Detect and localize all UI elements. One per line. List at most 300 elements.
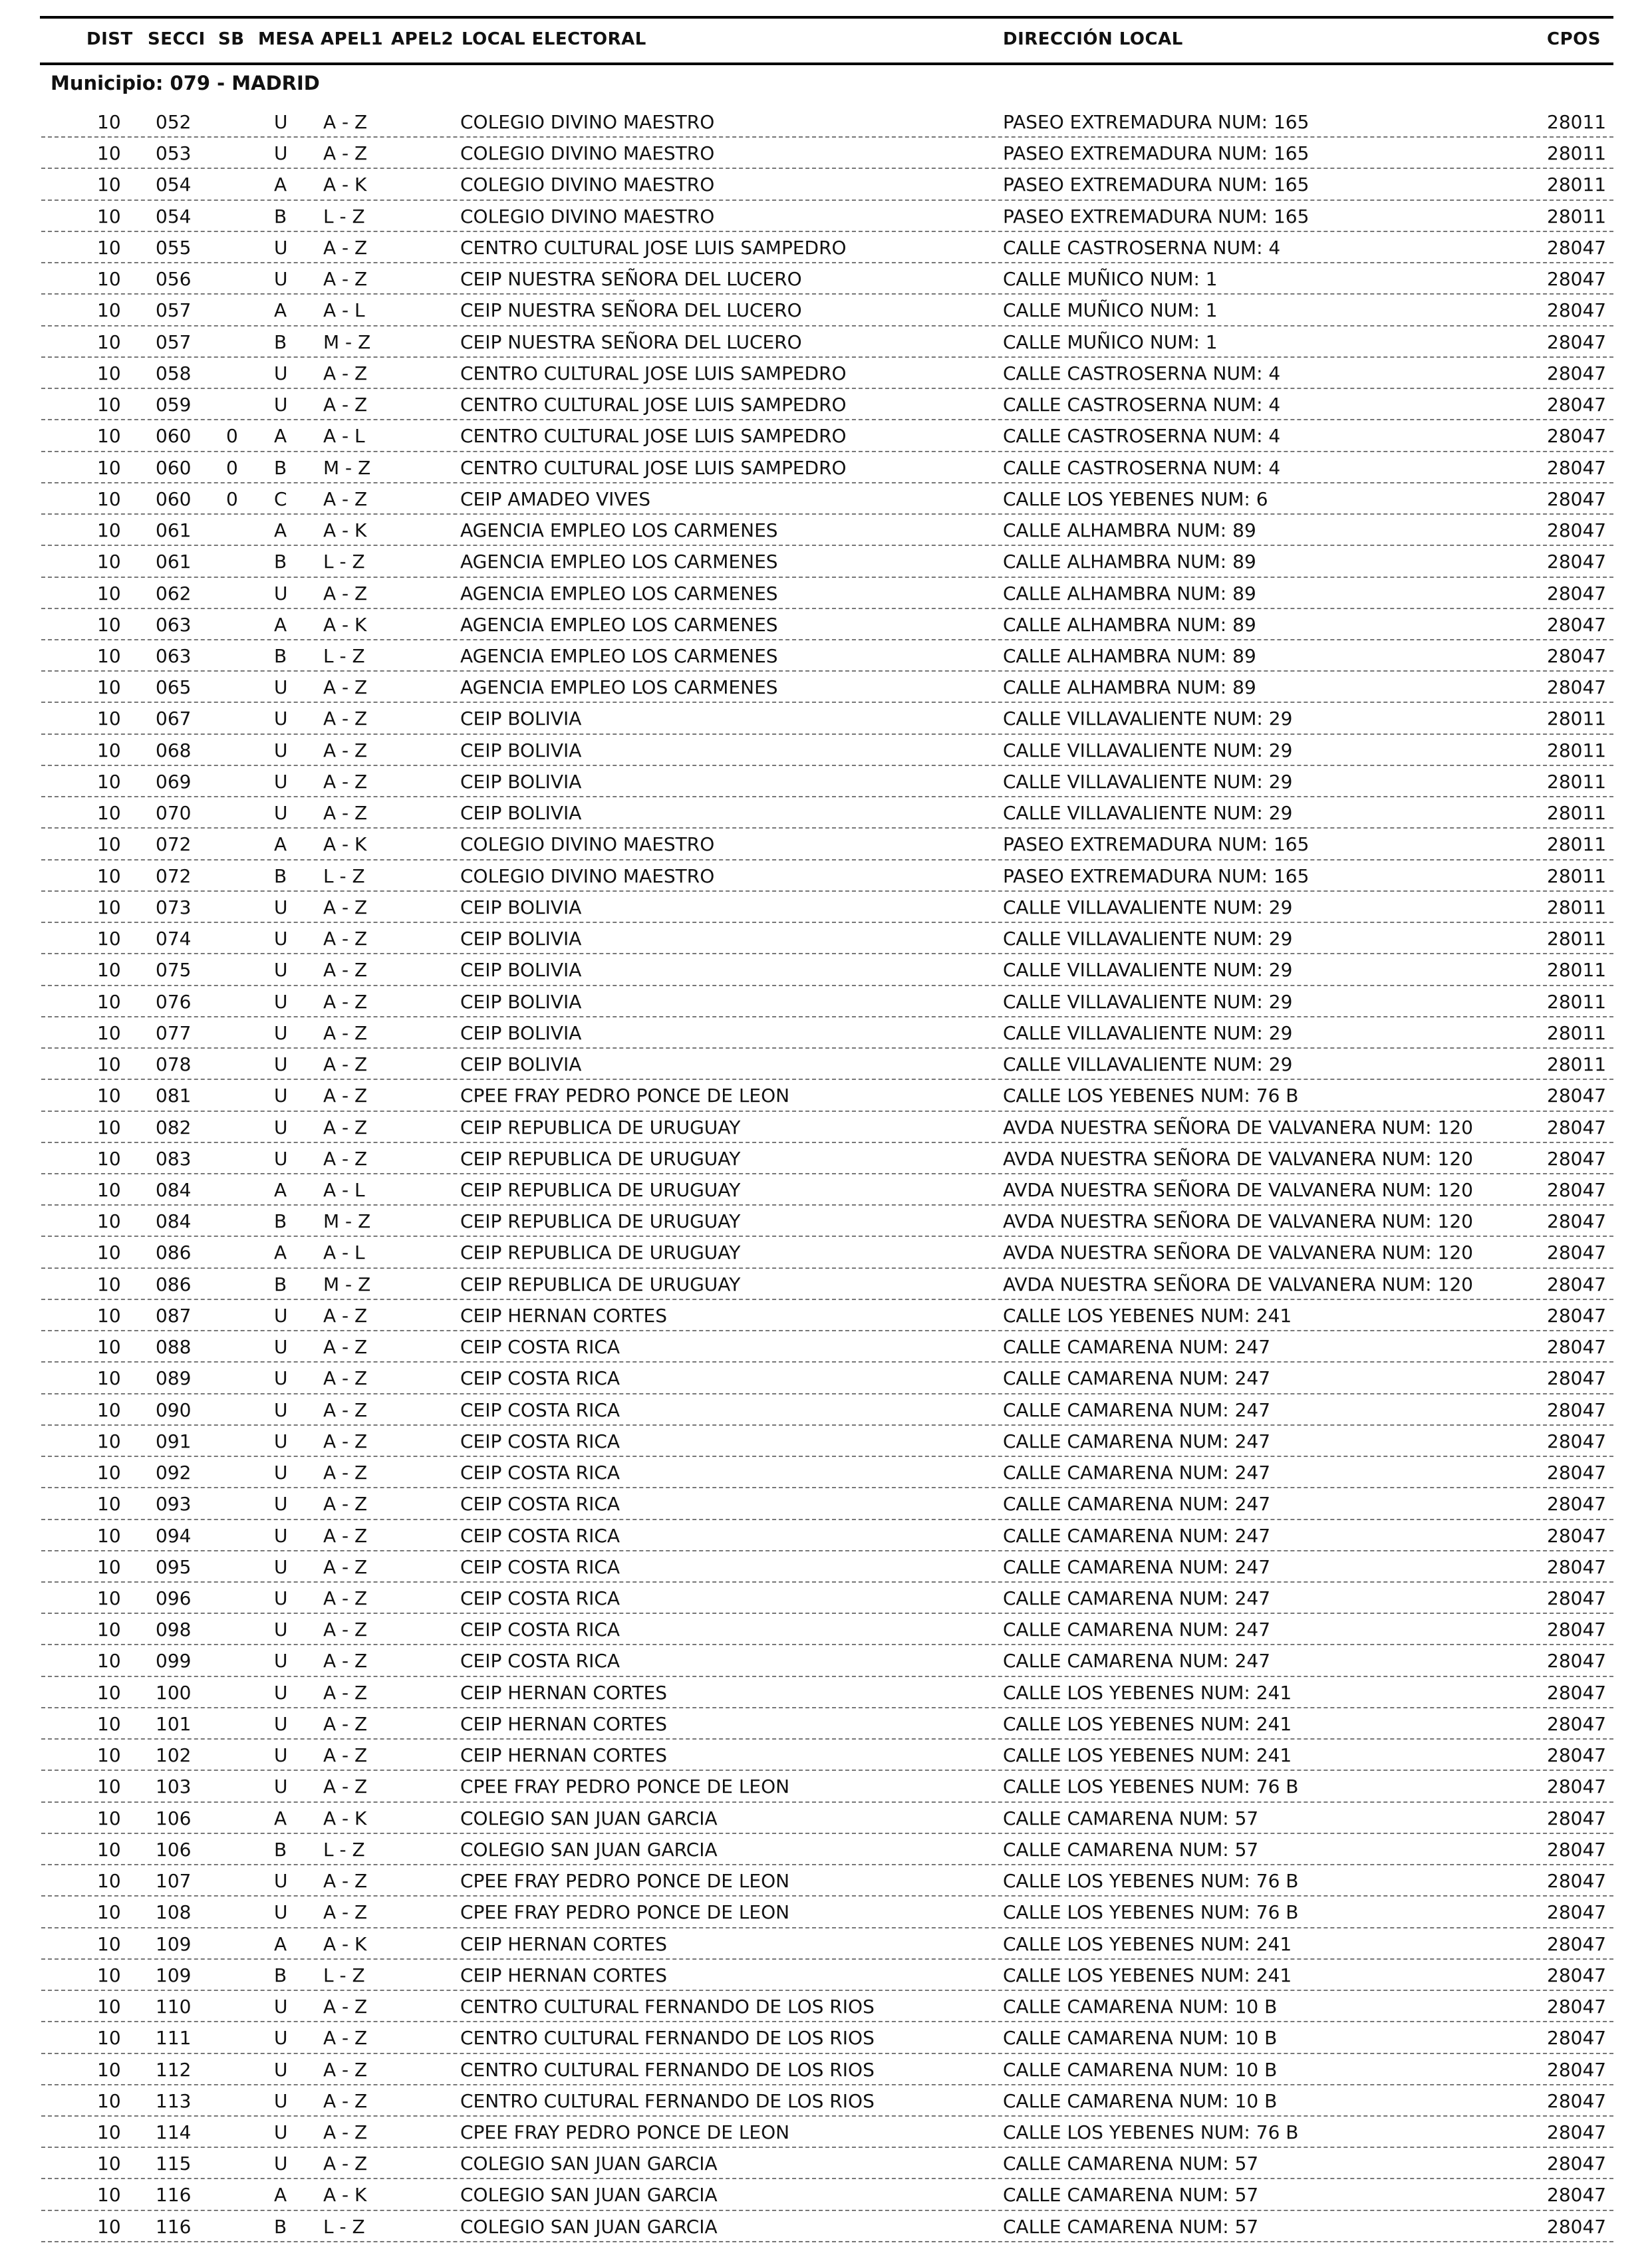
cell-local: CEIP BOLIVIA — [460, 802, 582, 825]
table-row — [41, 1614, 1613, 1645]
cell-secci: 094 — [156, 1524, 192, 1547]
cell-dist: 10 — [97, 1242, 121, 1264]
cell-local: CEIP BOLIVIA — [460, 708, 582, 730]
cell-apel1: A - Z — [323, 582, 368, 604]
cell-dir: CALLE LOS YEBENES NUM: 76 B — [1003, 1870, 1299, 1893]
cell-local: COLEGIO SAN JUAN GARCIA — [460, 2153, 718, 2175]
cell-local: AGENCIA EMPLEO LOS CARMENES — [460, 582, 778, 604]
cell-local: CEIP REPUBLICA DE URUGUAY — [460, 1178, 741, 1201]
cell-dir: CALLE VILLAVALIENTE NUM: 29 — [1003, 802, 1293, 825]
cell-local: CEIP COSTA RICA — [460, 1587, 620, 1610]
cell-secci: 082 — [156, 1116, 192, 1138]
cell-secci: 108 — [156, 1901, 192, 1924]
cell-local: CPEE FRAY PEDRO PONCE DE LEON — [460, 1776, 790, 1798]
cell-dir: CALLE MUÑICO NUM: 1 — [1003, 330, 1218, 353]
cell-mesa: U — [274, 2153, 288, 2175]
cell-dist: 10 — [97, 519, 121, 542]
cell-apel1: A - Z — [323, 1776, 368, 1798]
cell-cpos: 28047 — [1547, 1210, 1607, 1233]
cell-cpos: 28047 — [1547, 1367, 1607, 1390]
cell-dist: 10 — [97, 1147, 121, 1170]
cell-cpos: 28047 — [1547, 1273, 1607, 1295]
cell-cpos: 28047 — [1547, 1242, 1607, 1264]
cell-dist: 10 — [97, 1178, 121, 1201]
cell-local: COLEGIO DIVINO MAESTRO — [460, 833, 715, 856]
table-row — [41, 797, 1613, 829]
cell-dist: 10 — [97, 1304, 121, 1327]
cell-dist: 10 — [97, 456, 121, 479]
cell-mesa: U — [274, 1681, 288, 1704]
cell-local: COLEGIO DIVINO MAESTRO — [460, 864, 715, 887]
cell-dir: CALLE CAMARENA NUM: 57 — [1003, 2215, 1259, 2238]
cell-dir: CALLE CAMARENA NUM: 247 — [1003, 1619, 1271, 1641]
cell-secci: 099 — [156, 1650, 192, 1672]
cell-secci: 059 — [156, 394, 192, 416]
cell-local: CEIP COSTA RICA — [460, 1367, 620, 1390]
cell-secci: 096 — [156, 1587, 192, 1610]
cell-mesa: U — [274, 708, 288, 730]
cell-dir: CALLE ALHAMBRA NUM: 89 — [1003, 582, 1256, 604]
cell-apel1: A - Z — [323, 1555, 368, 1578]
cell-local: CEIP NUESTRA SEÑORA DEL LUCERO — [460, 268, 802, 291]
cell-apel1: A - Z — [323, 2027, 368, 2049]
cell-secci: 091 — [156, 1430, 192, 1452]
table-row — [41, 1488, 1613, 1519]
cell-cpos: 28011 — [1547, 770, 1607, 793]
table-row — [41, 483, 1613, 515]
cell-local: CEIP COSTA RICA — [460, 1462, 620, 1484]
cell-apel1: A - Z — [323, 1870, 368, 1893]
cell-cpos: 28047 — [1547, 1116, 1607, 1138]
cell-apel1: A - Z — [323, 2153, 368, 2175]
cell-secci: 060 — [156, 456, 192, 479]
table-row — [41, 232, 1613, 263]
cell-apel1: A - Z — [323, 990, 368, 1013]
cell-dir: CALLE ALHAMBRA NUM: 89 — [1003, 644, 1256, 667]
cell-cpos: 28047 — [1547, 582, 1607, 604]
cell-dir: CALLE ALHAMBRA NUM: 89 — [1003, 613, 1256, 636]
cell-local: CEIP HERNAN CORTES — [460, 1932, 668, 1955]
cell-dist: 10 — [97, 2058, 121, 2081]
cell-cpos: 28011 — [1547, 142, 1607, 165]
table-row — [41, 1457, 1613, 1488]
cell-cpos: 28047 — [1547, 1555, 1607, 1578]
cell-dir: CALLE CASTROSERNA NUM: 4 — [1003, 456, 1281, 479]
cell-mesa: U — [274, 268, 288, 291]
table-row — [41, 1080, 1613, 1111]
cell-secci: 102 — [156, 1744, 192, 1767]
table-row — [41, 263, 1613, 295]
cell-secci: 069 — [156, 770, 192, 793]
cell-dir: CALLE CAMARENA NUM: 247 — [1003, 1555, 1271, 1578]
cell-cpos: 28047 — [1547, 1587, 1607, 1610]
cell-dist: 10 — [97, 1398, 121, 1421]
cell-apel1: L - Z — [323, 1838, 365, 1861]
cell-dist: 10 — [97, 896, 121, 918]
table-row — [41, 169, 1613, 200]
cell-local: CEIP HERNAN CORTES — [460, 1304, 668, 1327]
cell-apel1: M - Z — [323, 1210, 371, 1233]
cell-secci: 086 — [156, 1273, 192, 1295]
table-row — [41, 420, 1613, 452]
cell-dir: CALLE CAMARENA NUM: 57 — [1003, 2153, 1259, 2175]
cell-secci: 101 — [156, 1712, 192, 1735]
table-row — [41, 609, 1613, 640]
cell-mesa: U — [274, 1462, 288, 1484]
cell-cpos: 28047 — [1547, 1493, 1607, 1516]
cell-secci: 057 — [156, 330, 192, 353]
table-row — [41, 1426, 1613, 1457]
cell-dist: 10 — [97, 2184, 121, 2206]
cell-dist: 10 — [97, 1273, 121, 1295]
cell-dist: 10 — [97, 1524, 121, 1547]
cell-apel1: A - Z — [323, 268, 368, 291]
cell-cpos: 28047 — [1547, 2184, 1607, 2206]
cell-secci: 060 — [156, 425, 192, 448]
cell-dir: CALLE MUÑICO NUM: 1 — [1003, 268, 1218, 291]
cell-secci: 113 — [156, 2089, 192, 2112]
cell-cpos: 28047 — [1547, 1807, 1607, 1829]
cell-secci: 088 — [156, 1336, 192, 1359]
cell-cpos: 28047 — [1547, 2215, 1607, 2238]
cell-local: CENTRO CULTURAL FERNANDO DE LOS RIOS — [460, 2027, 875, 2049]
cell-dir: CALLE VILLAVALIENTE NUM: 29 — [1003, 928, 1293, 950]
cell-dir: CALLE LOS YEBENES NUM: 241 — [1003, 1932, 1292, 1955]
cell-apel1: A - Z — [323, 959, 368, 982]
cell-apel1: A - Z — [323, 1398, 368, 1421]
table-row — [41, 1960, 1613, 1991]
cell-secci: 110 — [156, 1996, 192, 2018]
cell-dir: AVDA NUESTRA SEÑORA DE VALVANERA NUM: 120 — [1003, 1210, 1473, 1233]
cell-secci: 065 — [156, 676, 192, 699]
cell-apel1: A - Z — [323, 142, 368, 165]
cell-dist: 10 — [97, 1021, 121, 1044]
cell-secci: 112 — [156, 2058, 192, 2081]
header-apel1: APEL1 — [321, 29, 384, 49]
cell-mesa: B — [274, 1838, 287, 1861]
cell-secci: 106 — [156, 1838, 192, 1861]
cell-dist: 10 — [97, 1430, 121, 1452]
cell-cpos: 28047 — [1547, 676, 1607, 699]
cell-local: CEIP BOLIVIA — [460, 1053, 582, 1076]
cell-secci: 109 — [156, 1932, 192, 1955]
cell-cpos: 28047 — [1547, 1744, 1607, 1767]
cell-dist: 10 — [97, 551, 121, 573]
cell-secci: 075 — [156, 959, 192, 982]
cell-apel1: L - Z — [323, 2215, 365, 2238]
cell-secci: 103 — [156, 1776, 192, 1798]
cell-apel1: A - Z — [323, 676, 368, 699]
cell-cpos: 28047 — [1547, 644, 1607, 667]
cell-cpos: 28047 — [1547, 519, 1607, 542]
cell-dist: 10 — [97, 959, 121, 982]
cell-mesa: U — [274, 582, 288, 604]
cell-secci: 107 — [156, 1870, 192, 1893]
cell-dir: CALLE ALHAMBRA NUM: 89 — [1003, 676, 1256, 699]
cell-dist: 10 — [97, 362, 121, 384]
cell-mesa: B — [274, 644, 287, 667]
cell-cpos: 28011 — [1547, 739, 1607, 761]
cell-sb: 0 — [226, 487, 238, 510]
table-row — [41, 1300, 1613, 1331]
header-secci: SECCI — [148, 29, 206, 49]
cell-dist: 10 — [97, 739, 121, 761]
cell-cpos: 28047 — [1547, 1901, 1607, 1924]
cell-local: CEIP REPUBLICA DE URUGUAY — [460, 1147, 741, 1170]
cell-apel1: A - Z — [323, 1085, 368, 1107]
cell-dir: CALLE CAMARENA NUM: 247 — [1003, 1462, 1271, 1484]
cell-dir: CALLE CAMARENA NUM: 247 — [1003, 1650, 1271, 1672]
cell-apel1: A - K — [323, 833, 367, 856]
cell-secci: 060 — [156, 487, 192, 510]
cell-local: CENTRO CULTURAL JOSE LUIS SAMPEDRO — [460, 456, 847, 479]
cell-dist: 10 — [97, 1712, 121, 1735]
cell-cpos: 28011 — [1547, 802, 1607, 825]
cell-cpos: 28047 — [1547, 1085, 1607, 1107]
cell-local: CEIP REPUBLICA DE URUGUAY — [460, 1242, 741, 1264]
cell-secci: 073 — [156, 896, 192, 918]
table-row — [41, 201, 1613, 232]
cell-dir: CALLE CAMARENA NUM: 247 — [1003, 1336, 1271, 1359]
cell-apel1: A - L — [323, 299, 365, 322]
cell-mesa: U — [274, 802, 288, 825]
cell-local: COLEGIO DIVINO MAESTRO — [460, 142, 715, 165]
cell-apel1: A - K — [323, 519, 367, 542]
cell-local: CPEE FRAY PEDRO PONCE DE LEON — [460, 1901, 790, 1924]
cell-secci: 054 — [156, 174, 192, 196]
cell-secci: 106 — [156, 1807, 192, 1829]
cell-dist: 10 — [97, 1870, 121, 1893]
table-row — [41, 766, 1613, 797]
cell-local: CEIP BOLIVIA — [460, 1021, 582, 1044]
cell-cpos: 28047 — [1547, 551, 1607, 573]
table-row — [41, 735, 1613, 766]
cell-mesa: U — [274, 1776, 288, 1798]
cell-local: CEIP BOLIVIA — [460, 770, 582, 793]
cell-apel1: A - Z — [323, 1493, 368, 1516]
cell-local: COLEGIO DIVINO MAESTRO — [460, 174, 715, 196]
cell-apel1: A - L — [323, 425, 365, 448]
cell-dir: CALLE LOS YEBENES NUM: 241 — [1003, 1304, 1292, 1327]
table-row — [41, 452, 1613, 483]
table-row — [41, 1520, 1613, 1551]
table-row — [41, 1897, 1613, 1928]
cell-dist: 10 — [97, 990, 121, 1013]
cell-mesa: U — [274, 1901, 288, 1924]
cell-cpos: 28011 — [1547, 708, 1607, 730]
cell-apel1: A - Z — [323, 1681, 368, 1704]
cell-mesa: U — [274, 2058, 288, 2081]
cell-dir: CALLE VILLAVALIENTE NUM: 29 — [1003, 770, 1293, 793]
table-row — [41, 1394, 1613, 1426]
cell-dir: CALLE LOS YEBENES NUM: 76 B — [1003, 1085, 1299, 1107]
cell-dir: PASEO EXTREMADURA NUM: 165 — [1003, 174, 1309, 196]
cell-local: CEIP BOLIVIA — [460, 990, 582, 1013]
cell-apel1: A - Z — [323, 1619, 368, 1641]
cell-secci: 090 — [156, 1398, 192, 1421]
cell-apel1: A - Z — [323, 1116, 368, 1138]
table-row — [41, 1834, 1613, 1865]
cell-mesa: A — [274, 613, 287, 636]
cell-mesa: B — [274, 1210, 287, 1233]
cell-secci: 072 — [156, 864, 192, 887]
table-row — [41, 860, 1613, 892]
cell-mesa: A — [274, 174, 287, 196]
cell-apel1: A - Z — [323, 1367, 368, 1390]
cell-cpos: 28047 — [1547, 1304, 1607, 1327]
cell-mesa: U — [274, 2121, 288, 2143]
table-row — [41, 1708, 1613, 1740]
cell-mesa: U — [274, 990, 288, 1013]
cell-cpos: 28047 — [1547, 1964, 1607, 1986]
cell-local: CENTRO CULTURAL JOSE LUIS SAMPEDRO — [460, 236, 847, 259]
cell-apel1: A - Z — [323, 770, 368, 793]
cell-secci: 077 — [156, 1021, 192, 1044]
cell-dist: 10 — [97, 802, 121, 825]
table-row — [41, 703, 1613, 734]
header-dir: DIRECCIÓN LOCAL — [1003, 29, 1183, 49]
cell-cpos: 28047 — [1547, 425, 1607, 448]
cell-local: COLEGIO DIVINO MAESTRO — [460, 205, 715, 227]
cell-secci: 086 — [156, 1242, 192, 1264]
cell-dist: 10 — [97, 582, 121, 604]
cell-dir: CALLE CAMARENA NUM: 247 — [1003, 1430, 1271, 1452]
table-row — [41, 389, 1613, 420]
cell-dir: CALLE VILLAVALIENTE NUM: 29 — [1003, 1021, 1293, 1044]
table-row — [41, 1363, 1613, 1394]
cell-dist: 10 — [97, 770, 121, 793]
table-row — [41, 578, 1613, 609]
cell-dir: CALLE CAMARENA NUM: 57 — [1003, 1807, 1259, 1829]
cell-cpos: 28047 — [1547, 1870, 1607, 1893]
cell-local: AGENCIA EMPLEO LOS CARMENES — [460, 644, 778, 667]
cell-dir: AVDA NUESTRA SEÑORA DE VALVANERA NUM: 120 — [1003, 1178, 1473, 1201]
cell-cpos: 28011 — [1547, 864, 1607, 887]
cell-secci: 076 — [156, 990, 192, 1013]
table-row — [41, 640, 1613, 672]
table-row — [41, 1677, 1613, 1708]
cell-apel1: A - Z — [323, 1712, 368, 1735]
cell-local: CENTRO CULTURAL FERNANDO DE LOS RIOS — [460, 1996, 875, 2018]
cell-secci: 063 — [156, 613, 192, 636]
cell-mesa: U — [274, 362, 288, 384]
cell-dir: AVDA NUESTRA SEÑORA DE VALVANERA NUM: 120 — [1003, 1242, 1473, 1264]
cell-dist: 10 — [97, 1901, 121, 1924]
header-mesa: MESA — [258, 29, 315, 49]
table-row — [41, 2085, 1613, 2117]
cell-mesa: U — [274, 142, 288, 165]
cell-apel1: A - Z — [323, 1462, 368, 1484]
cell-secci: 072 — [156, 833, 192, 856]
cell-sb: 0 — [226, 456, 238, 479]
cell-dist: 10 — [97, 833, 121, 856]
cell-apel1: A - Z — [323, 1996, 368, 2018]
cell-apel1: A - Z — [323, 2089, 368, 2112]
cell-mesa: U — [274, 1367, 288, 1390]
cell-apel1: A - Z — [323, 2058, 368, 2081]
cell-local: CEIP AMADEO VIVES — [460, 487, 650, 510]
cell-apel1: M - Z — [323, 1273, 371, 1295]
cell-apel1: A - Z — [323, 802, 368, 825]
cell-dist: 10 — [97, 111, 121, 133]
table-header — [0, 20, 1652, 60]
cell-local: CENTRO CULTURAL JOSE LUIS SAMPEDRO — [460, 425, 847, 448]
table-row — [41, 1206, 1613, 1237]
cell-dir: CALLE CASTROSERNA NUM: 4 — [1003, 362, 1281, 384]
cell-cpos: 28047 — [1547, 1178, 1607, 1201]
cell-apel1: A - K — [323, 613, 367, 636]
cell-dir: CALLE VILLAVALIENTE NUM: 29 — [1003, 959, 1293, 982]
cell-secci: 095 — [156, 1555, 192, 1578]
cell-mesa: B — [274, 205, 287, 227]
cell-mesa: A — [274, 1932, 287, 1955]
cell-local: CENTRO CULTURAL FERNANDO DE LOS RIOS — [460, 2058, 875, 2081]
cell-dist: 10 — [97, 236, 121, 259]
cell-local: AGENCIA EMPLEO LOS CARMENES — [460, 676, 778, 699]
cell-apel1: A - Z — [323, 1744, 368, 1767]
table-row — [41, 138, 1613, 169]
table-row — [41, 1803, 1613, 1834]
table-row — [41, 923, 1613, 954]
cell-cpos: 28047 — [1547, 1838, 1607, 1861]
cell-local: COLEGIO SAN JUAN GARCIA — [460, 1807, 718, 1829]
cell-dist: 10 — [97, 1619, 121, 1641]
cell-mesa: U — [274, 1619, 288, 1641]
cell-local: COLEGIO SAN JUAN GARCIA — [460, 2184, 718, 2206]
table-row — [41, 106, 1613, 138]
cell-local: CEIP COSTA RICA — [460, 1430, 620, 1452]
cell-secci: 084 — [156, 1178, 192, 1201]
cell-mesa: B — [274, 864, 287, 887]
cell-local: CEIP COSTA RICA — [460, 1336, 620, 1359]
cell-cpos: 28047 — [1547, 236, 1607, 259]
cell-local: CEIP REPUBLICA DE URUGUAY — [460, 1116, 741, 1138]
cell-mesa: U — [274, 1744, 288, 1767]
cell-dist: 10 — [97, 142, 121, 165]
cell-apel1: A - Z — [323, 111, 368, 133]
cell-dist: 10 — [97, 2153, 121, 2175]
cell-dist: 10 — [97, 1336, 121, 1359]
cell-secci: 109 — [156, 1964, 192, 1986]
table-row — [41, 1017, 1613, 1049]
cell-apel1: A - Z — [323, 896, 368, 918]
cell-apel1: A - Z — [323, 739, 368, 761]
cell-local: CEIP BOLIVIA — [460, 896, 582, 918]
cell-local: CENTRO CULTURAL JOSE LUIS SAMPEDRO — [460, 362, 847, 384]
cell-dir: CALLE LOS YEBENES NUM: 241 — [1003, 1712, 1292, 1735]
header-apel2: APEL2 — [391, 29, 454, 49]
table-row — [41, 2148, 1613, 2179]
table-row — [41, 1331, 1613, 1363]
municipio-heading: Municipio: 079 - MADRID — [51, 72, 320, 94]
cell-dir: PASEO EXTREMADURA NUM: 165 — [1003, 864, 1309, 887]
cell-cpos: 28047 — [1547, 268, 1607, 291]
cell-mesa: U — [274, 1021, 288, 1044]
cell-mesa: B — [274, 456, 287, 479]
cell-dist: 10 — [97, 864, 121, 887]
cell-local: CEIP BOLIVIA — [460, 739, 582, 761]
table-row — [41, 1112, 1613, 1143]
cell-secci: 116 — [156, 2184, 192, 2206]
cell-local: CEIP REPUBLICA DE URUGUAY — [460, 1210, 741, 1233]
cell-mesa: U — [274, 394, 288, 416]
cell-cpos: 28047 — [1547, 394, 1607, 416]
cell-mesa: U — [274, 111, 288, 133]
cell-mesa: U — [274, 1085, 288, 1107]
cell-mesa: U — [274, 1304, 288, 1327]
cell-mesa: A — [274, 2184, 287, 2206]
cell-apel1: A - Z — [323, 487, 368, 510]
